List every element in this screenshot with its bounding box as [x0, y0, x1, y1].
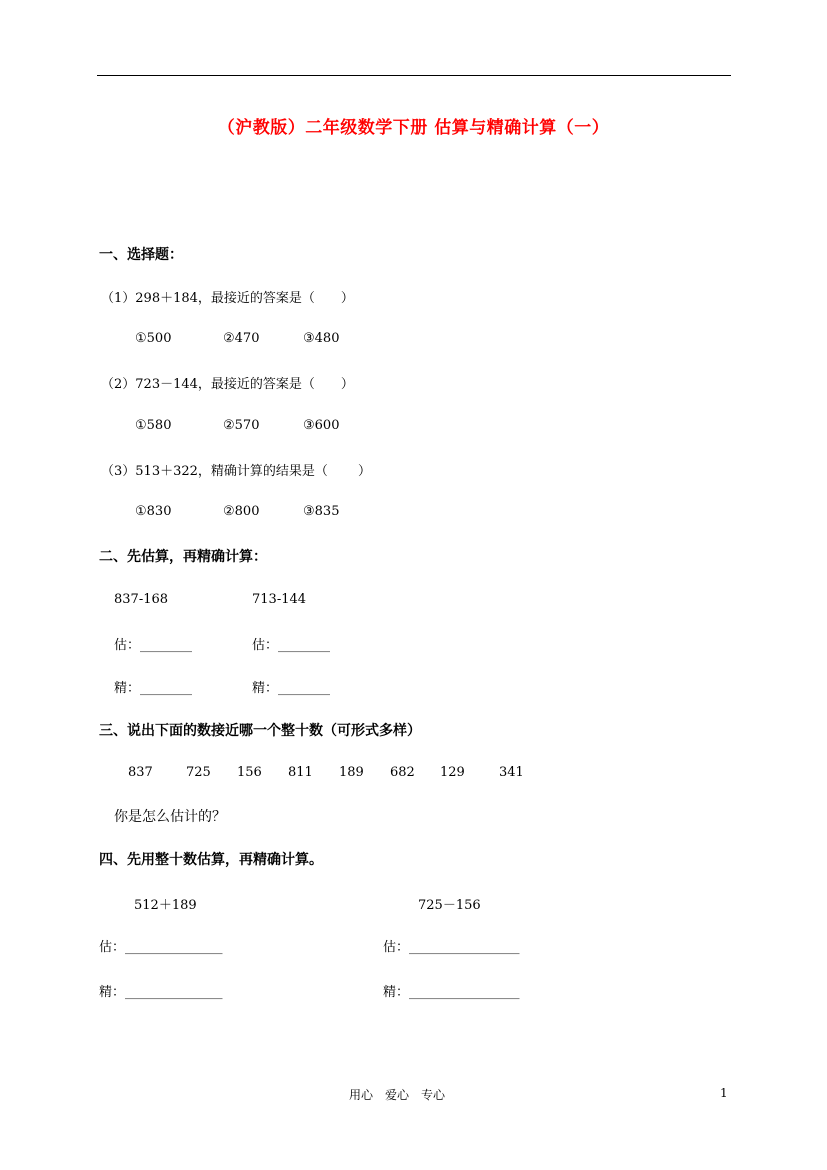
s4-problem-1-exact: 精：_______________: [99, 985, 223, 1000]
q2-option-3: ③600: [303, 418, 340, 433]
s4-problem-2-estimate: 估：_________________: [383, 940, 520, 955]
problem-1-exact: 精：________: [114, 681, 193, 696]
section-3-heading: 三、说出下面的数接近哪一个整十数（可形式多样）: [99, 723, 421, 739]
q2-option-1: ①580: [135, 418, 172, 433]
question-1: （1）298＋184，最接近的答案是（ ）: [101, 291, 354, 306]
problem-2: 713-144: [252, 592, 307, 607]
section-4-heading: 四、先用整十数估算，再精确计算。: [99, 852, 323, 868]
document-title: （沪教版）二年级数学下册 估算与精确计算（一）: [217, 118, 610, 138]
q1-option-3: ③480: [303, 331, 340, 346]
section-2-heading: 二、先估算，再精确计算：: [99, 549, 267, 565]
s4-problem-1: 512＋189: [134, 898, 197, 913]
footer-motto: 用心 爱心 专心: [349, 1088, 446, 1102]
section-1-heading: 一、选择题：: [99, 247, 183, 263]
number-8: 341: [499, 765, 524, 780]
number-3: 156: [237, 765, 262, 780]
q3-option-2: ②800: [223, 504, 260, 519]
section-3-question: 你是怎么估计的？: [114, 809, 226, 825]
number-5: 189: [339, 765, 364, 780]
number-4: 811: [288, 765, 313, 780]
number-1: 837: [128, 765, 153, 780]
number-2: 725: [186, 765, 211, 780]
problem-1-estimate: 估：________: [114, 638, 193, 653]
number-6: 682: [390, 765, 415, 780]
question-2: （2）723－144，最接近的答案是（ ）: [101, 377, 354, 392]
q2-option-2: ②570: [223, 418, 260, 433]
header-rule: [97, 75, 731, 76]
s4-problem-2-exact: 精：_________________: [383, 985, 520, 1000]
page-number: 1: [720, 1086, 728, 1100]
q1-option-2: ②470: [223, 331, 260, 346]
s4-problem-2: 725－156: [418, 898, 481, 913]
s4-problem-1-estimate: 估：_______________: [99, 940, 223, 955]
q3-option-3: ③835: [303, 504, 340, 519]
problem-1: 837-168: [114, 592, 169, 607]
q1-option-1: ①500: [135, 331, 172, 346]
problem-2-exact: 精：________: [252, 681, 331, 696]
question-3: （3）513＋322，精确计算的结果是（ ）: [101, 464, 372, 479]
problem-2-estimate: 估：________: [252, 638, 331, 653]
q3-option-1: ①830: [135, 504, 172, 519]
number-7: 129: [440, 765, 465, 780]
